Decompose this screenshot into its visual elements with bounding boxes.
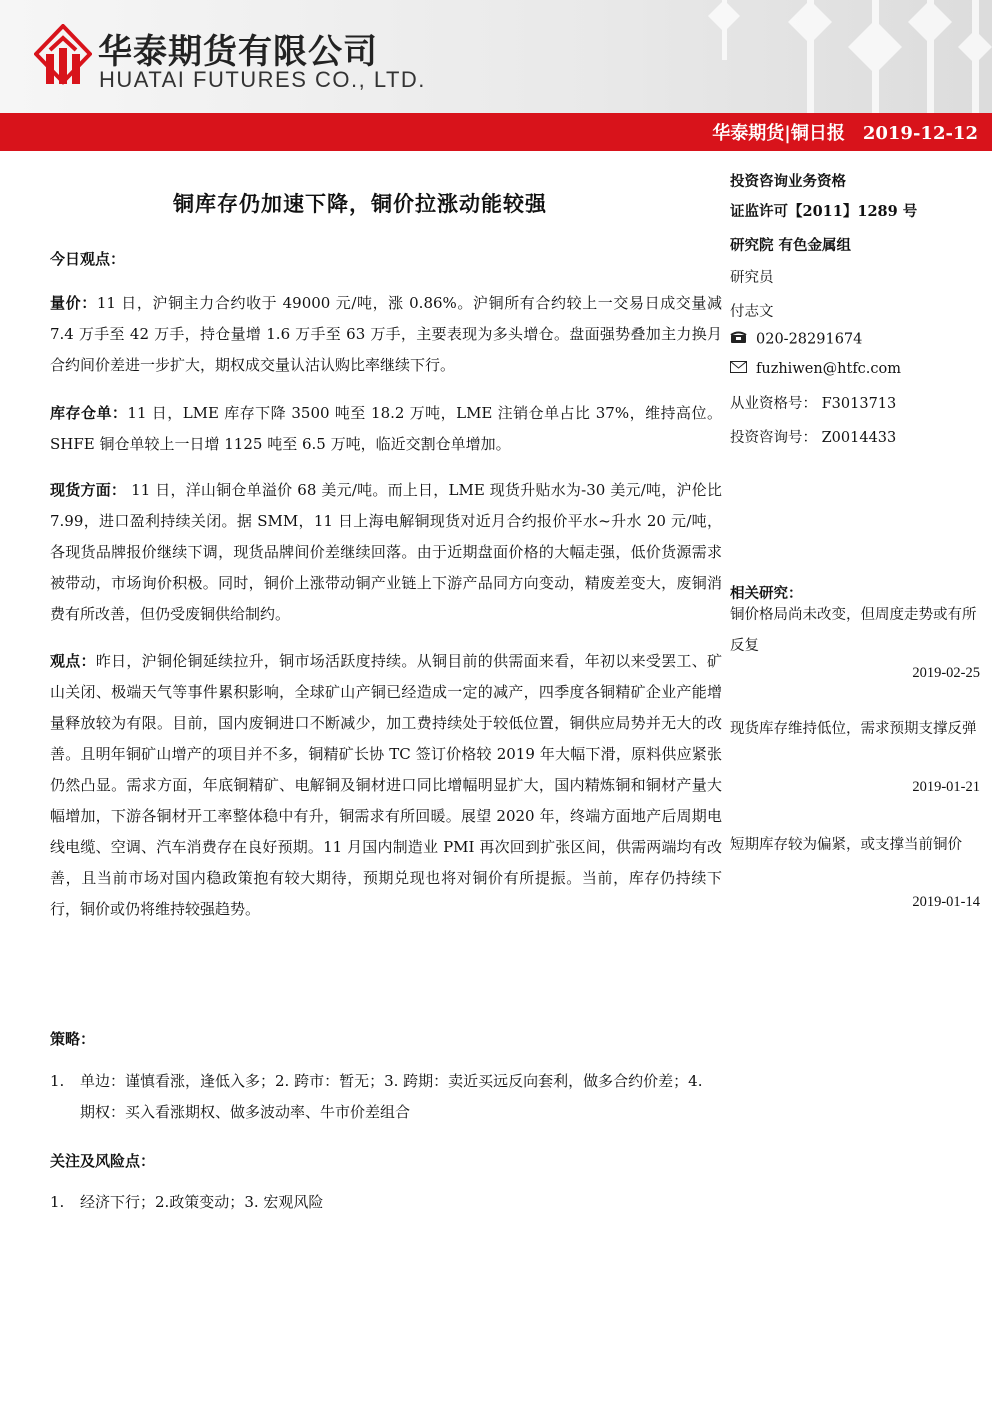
consult-certificate: 投资咨询号： Z0014433 bbox=[730, 430, 897, 446]
list-item-number: 1. bbox=[50, 1193, 65, 1211]
list-item bbox=[50, 1187, 722, 1218]
spot-lead: 现货方面： bbox=[50, 481, 127, 499]
qualification-line-2: 证监许可【2011】1289 号 bbox=[730, 203, 918, 220]
view-text: 昨日，沪铜伦铜延续拉升，铜市场活跃度持续。从铜目前的供需面来看，年初以来受罢工、矿山关闭、极端天气等事件累积影响，全球矿山产铜已经造成一定的减产，四季度各铜精矿企业产能增量释放较为有限。目前，国内废铜进口不断减少，加工费持续处于较低位置，铜供应局势并无大的改善。且明年铜矿山增产的项目并不多，铜精矿长协 TC 签订价格较 2019 年大幅下滑，原料供应紧张仍然凸显。需求方面，年底铜精矿、电解铜及铜材进口同比增幅明显扩大，国内精炼铜和铜材产量大幅增加，下游各铜材开工率整体稳中有升，铜需求有所回暖。展望 2020 年，终端方面地产后周期电线电缆、空调、汽车消费存在良好预期。11 月国内制造业 PMI 再次回到扩张区间，供需两端均有改善，且当前市场对国内稳政策抱有较大期待，预期兑现也将对铜价有所提振。当前，库存仍持续下行，铜价或仍将维持较强趋势。 bbox=[50, 652, 722, 918]
risk-heading: 关注及风险点： bbox=[50, 1152, 156, 1170]
email-row bbox=[730, 361, 901, 377]
inventory-lead: 库存仓单： bbox=[50, 404, 128, 422]
inventory-paragraph bbox=[50, 398, 722, 460]
phone-icon bbox=[730, 331, 756, 348]
report-title: 铜库存仍加速下降，铜价拉涨动能较强 bbox=[173, 192, 547, 216]
related-research-heading: 相关研究： bbox=[730, 585, 803, 602]
report-header bbox=[0, 0, 992, 113]
analyst-name: 付志文 bbox=[730, 304, 774, 320]
report-series: 华泰期货|铜日报 bbox=[712, 123, 845, 144]
strategy-list bbox=[50, 1066, 722, 1128]
mail-icon bbox=[730, 361, 756, 377]
phone-number: 020-28291674 bbox=[756, 331, 863, 348]
list-item-text: 经济下行；2.政策变动；3. 宏观风险 bbox=[80, 1193, 324, 1211]
price-volume-text: 11 日，沪铜主力合约收于 49000 元/吨，涨 0.86%。沪铜所有合约较上一交易日成交量减 7.4 万手至 42 万手，持仓量增 1.6 万手至 63 万手，主要表现为多头增仓。盘面强势叠加主力换月合约间价差进一步扩大，期权成交量认沽认购比率继续下行。 bbox=[50, 294, 722, 374]
spot-text: 11 日，洋山铜仓单溢价 68 美元/吨。而上日，LME 现货升贴水为-30 美元/吨，沪伦比 7.99，进口盈利持续关闭。据 SMM，11 日上海电解铜现货对近月合约报价平水~升水 20 元/吨，各现货品牌报价继续下调，现货品牌间价差继续回落。由于近期盘面价格的大幅走强，低价货源需求被带动，市场询价积极。同时，铜价上涨带动铜产业链上下游产品同方向变动，精废差变大，废铜消费有所改善，但仍受废铜供给制约。 bbox=[50, 481, 722, 623]
strategy-heading: 策略： bbox=[50, 1030, 96, 1048]
related-research-title[interactable]: 短期库存较为偏紧，或支撑当前铜价 bbox=[730, 837, 962, 853]
risk-list bbox=[50, 1187, 722, 1218]
practice-certificate: 从业资格号： F3013713 bbox=[730, 396, 897, 412]
related-research-date: 2019-02-25 bbox=[912, 665, 980, 681]
price-volume-lead: 量价： bbox=[50, 294, 97, 312]
view-paragraph bbox=[50, 646, 722, 925]
header-decoration-graphic bbox=[572, 0, 992, 113]
phone-row bbox=[730, 331, 862, 348]
report-type-label bbox=[712, 119, 978, 145]
view-lead: 观点： bbox=[50, 652, 96, 670]
company-logo-icon bbox=[34, 24, 92, 86]
department: 研究院 有色金属组 bbox=[730, 237, 852, 254]
qualification-line-1: 投资咨询业务资格 bbox=[730, 173, 846, 190]
email-address[interactable]: fuzhiwen@htfc.com bbox=[756, 361, 902, 377]
related-research-date: 2019-01-21 bbox=[912, 779, 980, 795]
list-item-text: 单边：谨慎看涨，逢低入多；2. 跨市：暂无；3. 跨期：卖近买远反向套利，做多合约价差；4. 期权：买入看涨期权、做多波动率、牛市价差组合 bbox=[80, 1072, 703, 1121]
related-research-title[interactable]: 铜价格局尚未改变，但周度走势或有所反复 bbox=[730, 607, 977, 654]
report-type-bar bbox=[0, 113, 992, 151]
list-item-number: 1. bbox=[50, 1072, 65, 1090]
analyst-role: 研究员 bbox=[730, 270, 774, 286]
spot-paragraph bbox=[50, 475, 722, 630]
price-volume-paragraph bbox=[50, 288, 722, 381]
list-item bbox=[50, 1066, 722, 1128]
company-name-en: HUATAI FUTURES CO., LTD. bbox=[99, 67, 426, 92]
inventory-text: 11 日，LME 库存下降 3500 吨至 18.2 万吨，LME 注销仓单占比 37%，维持高位。SHFE 铜仓单较上一日增 1125 吨至 6.5 万吨，临近交割仓单增加。 bbox=[50, 404, 722, 453]
today-view-heading: 今日观点： bbox=[50, 250, 126, 268]
related-research-title[interactable]: 现货库存维持低位，需求预期支撑反弹 bbox=[730, 721, 977, 737]
company-name-cn: 华泰期货有限公司 bbox=[98, 32, 378, 72]
related-research-date: 2019-01-14 bbox=[912, 894, 980, 910]
report-date: 2019-12-12 bbox=[862, 123, 978, 144]
